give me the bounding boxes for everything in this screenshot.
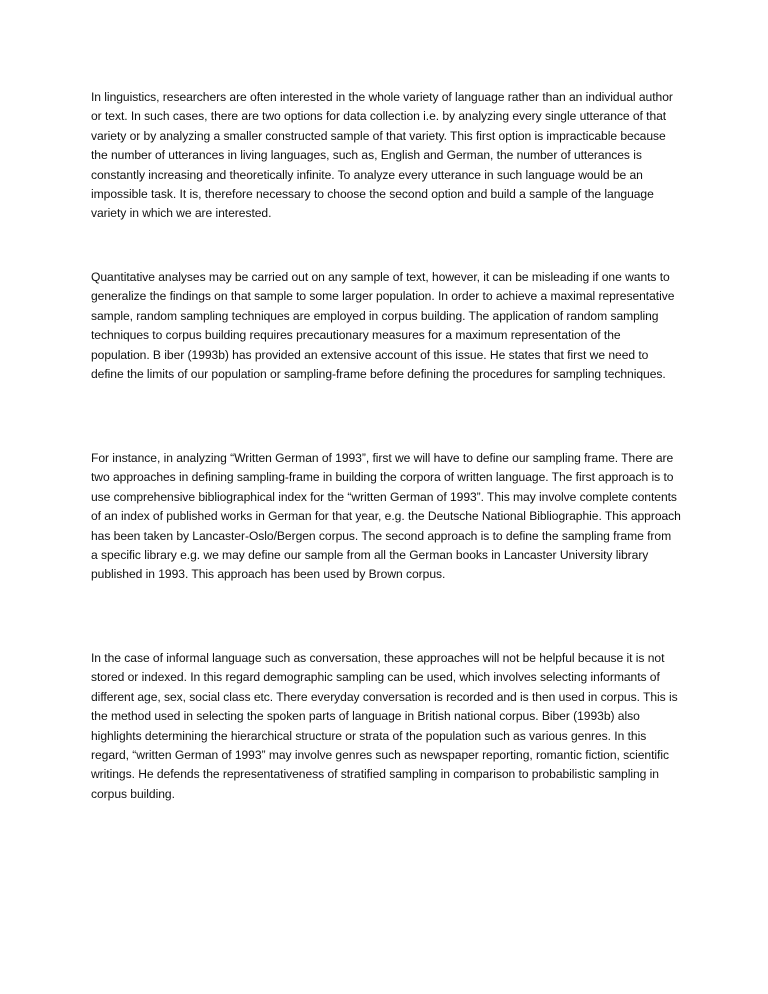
paragraph-quantitative-analyses: Quantitative analyses may be carried out on any sample of text, however, it can be misleading if one wants to generalize the findings on that sample to some larger population. In order to achieve a maximal representative sample, random sampling techniques are employed in corpus building. The application of random sampling techniques to corpus building requires precautionary measures for a maximum representation of the population. B iber (1993b) has provided an extensive account of this issue. He states that first we need to define the limits of our population or sampling-frame before defining the procedures for sampling techniques. [91, 270, 675, 382]
paragraph-written-german-example: For instance, in analyzing “Written German of 1993”, first we will have to define our sampling frame. There are two approaches in defining sampling-frame in building the corpora of written language. The first approach is to use comprehensive bibliographical index for the “written German of 1993”. This may involve complete contents of an index of published works in German for that year, e.g. the Deutsche National Bibliographie. This approach has been taken by Lancaster-Oslo/Bergen corpus. The second approach is to define the sampling frame from a specific library e.g. we may define our sample from all the German books in Lancaster University library published in 1993. This approach has been used by Brown corpus. [91, 451, 681, 582]
paragraph-linguistics-sampling: In linguistics, researchers are often interested in the whole variety of language rather than an individual author or text. In such cases, there are two options for data collection i.e. by analyzing every single utterance of that variety or by analyzing a smaller constructed sample of that variety. This first option is impracticable because the number of utterances in living languages, such as, English and German, the number of utterances is constantly increasing and theoretically infinite. To analyze every utterance in such language would be an impossible task. It is, therefore necessary to choose the second option and build a sample of the language variety in which we are interested. [91, 90, 673, 221]
paragraph-informal-language: In the case of informal language such as conversation, these approaches will not be helpful because it is not stored or indexed. In this regard demographic sampling can be used, which involves selecting informants of different age, sex, social class etc. There everyday conversation is recorded and is then used in corpus. This is the method used in selecting the spoken parts of language in British national corpus. Biber (1993b) also highlights determining the hierarchical structure or strata of the population such as various genres. In this regard, “written German of 1993” may involve genres such as newspaper reporting, romantic fiction, scientific writings. He defends the representativeness of stratified sampling in comparison to probabilistic sampling in corpus building. [91, 651, 678, 801]
